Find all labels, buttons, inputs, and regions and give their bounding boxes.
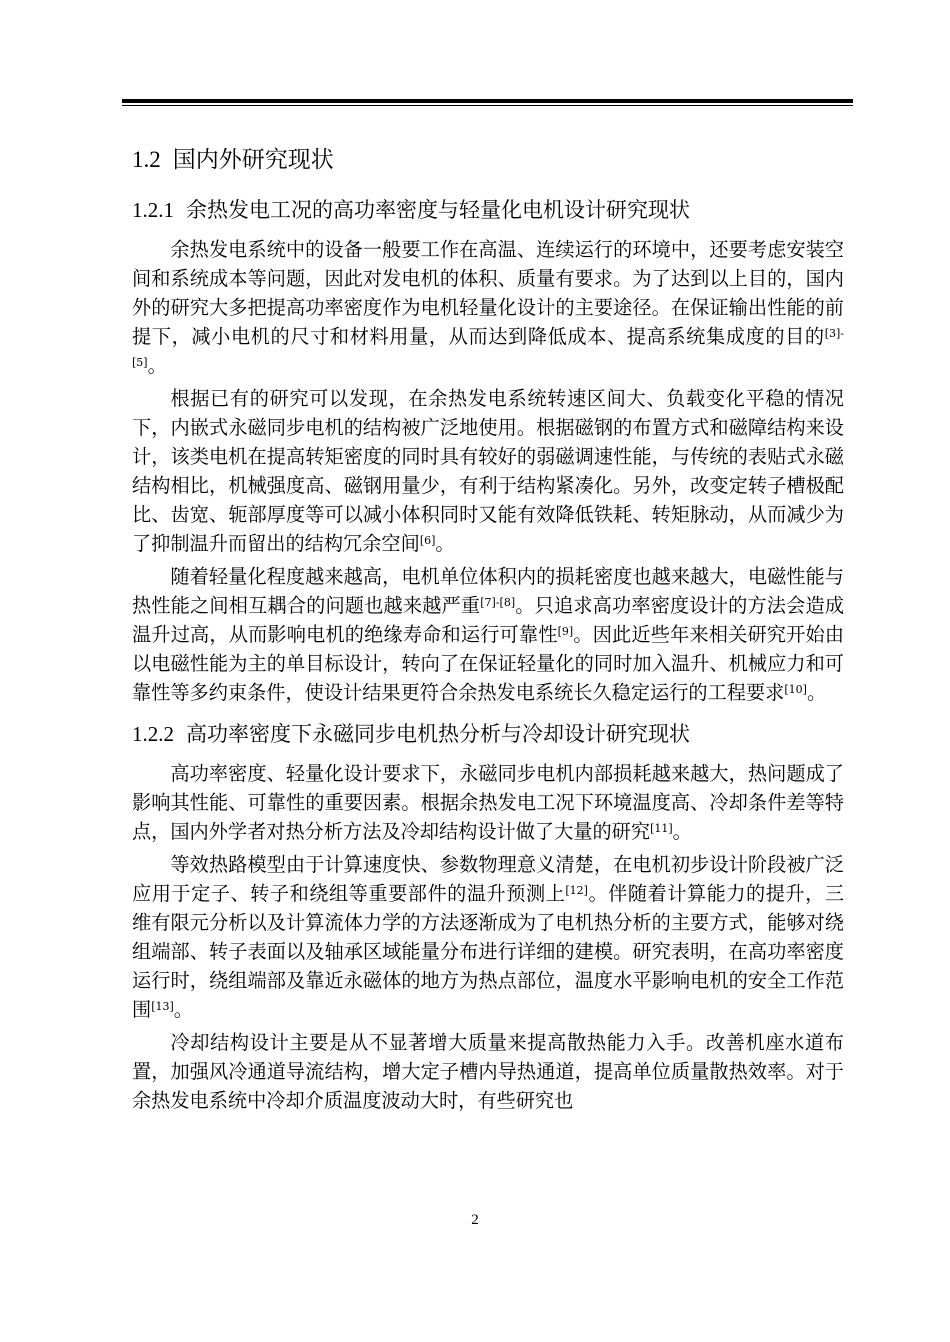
- citation: [11]: [650, 821, 673, 835]
- paragraph: 根据已有的研究可以发现，在余热发电系统转速区间大、负载变化平稳的情况下，内嵌式永磁同步电机的结构被广泛地使用。根据磁钢的布置方式和磁障结构来设计，该类电机在提高转矩密度的同时具有较好的弱磁调速性能，与传统的表贴式永磁结构相比，机械强度高、磁钢用量少，有利于结构紧凑化。另外，改变定转子槽极配比、齿宽、轭部厚度等可以减小体积同时又能有效降低铁耗、转矩脉动，从而减少为了抑制温升而留出的结构冗余空间[6]。: [132, 387, 844, 555]
- citation: [9]: [557, 624, 574, 638]
- citation: [7]-[8]: [480, 595, 516, 609]
- paragraph: 高功率密度、轻量化设计要求下，永磁同步电机内部损耗越来越大，热问题成了影响其性能、可靠性的重要因素。根据余热发电工况下环境温度高、冷却条件差等特点，国内外学者对热分析方法及冷却结构设计做了大量的研究[11]。: [132, 762, 844, 843]
- header-rule-thin: [122, 105, 853, 106]
- subsection-heading-2: 1.2.2 高功率密度下永磁同步电机热分析与冷却设计研究现状: [132, 722, 690, 746]
- paragraph: 等效热路模型由于计算速度快、参数物理意义清楚，在电机初步设计阶段被广泛应用于定子、转子和绕组等重要部件的温升预测上[12]。伴随着计算能力的提升，三维有限元分析以及计算流体力学的方法逐渐成为了电机热分析的主要方式，能够对绕组端部、转子表面以及轴承区域能量分布进行详细的建模。研究表明，在高功率密度运行时，绕组端部及靠近永磁体的地方为热点部位，温度水平影响电机的安全工作范围[13]。: [132, 853, 845, 1021]
- paragraph: 余热发电系统中的设备一般要工作在高温、连续运行的环境中，还要考虑安装空间和系统成本等问题，因此对发电机的体积、质量有要求。为了达到以上目的，国内外的研究大多把提高功率密度作为电机轻量化设计的主要途径。在保证输出性能的前提下，减小电机的尺寸和材料用量，从而达到降低成本、提高系统集成度的目的[3]-[5]。: [132, 238, 844, 377]
- page-number: 2: [471, 1212, 479, 1228]
- citation: [12]: [565, 883, 588, 897]
- page-body: [132, 141, 844, 1115]
- header-rule: [122, 99, 853, 103]
- paragraph: 随着轻量化程度越来越高，电机单位体积内的损耗密度也越来越大，电磁性能与热性能之间相互耦合的问题也越来越严重[7]-[8]。只追求高功率密度设计的方法会造成温升过高，从而影响电机的绝缘寿命和运行可靠性[9]。因此近些年来相关研究开始由以电磁性能为主的单目标设计，转向了在保证轻量化的同时加入温升、机械应力和可靠性等多约束条件，使设计结果更符合余热发电系统长久稳定运行的工程要求[10]。: [132, 565, 845, 704]
- section-heading: 1.2 国内外研究现状: [132, 147, 334, 173]
- paragraph: 冷却结构设计主要是从不显著增大质量来提高散热能力入手。改善机座水道布置，加强风冷通道导流结构，增大定子槽内导热通道，提高单位质量散热效率。对于余热发电系统中冷却介质温度波动大时，有些研究也: [132, 1031, 844, 1112]
- citation: [3]-[5]: [132, 326, 844, 369]
- citation: [13]: [151, 999, 174, 1013]
- citation: [10]: [784, 682, 807, 696]
- citation: [6]: [419, 533, 436, 547]
- subsection-heading-1: 1.2.1 余热发电工况的高功率密度与轻量化电机设计研究现状: [132, 198, 690, 222]
